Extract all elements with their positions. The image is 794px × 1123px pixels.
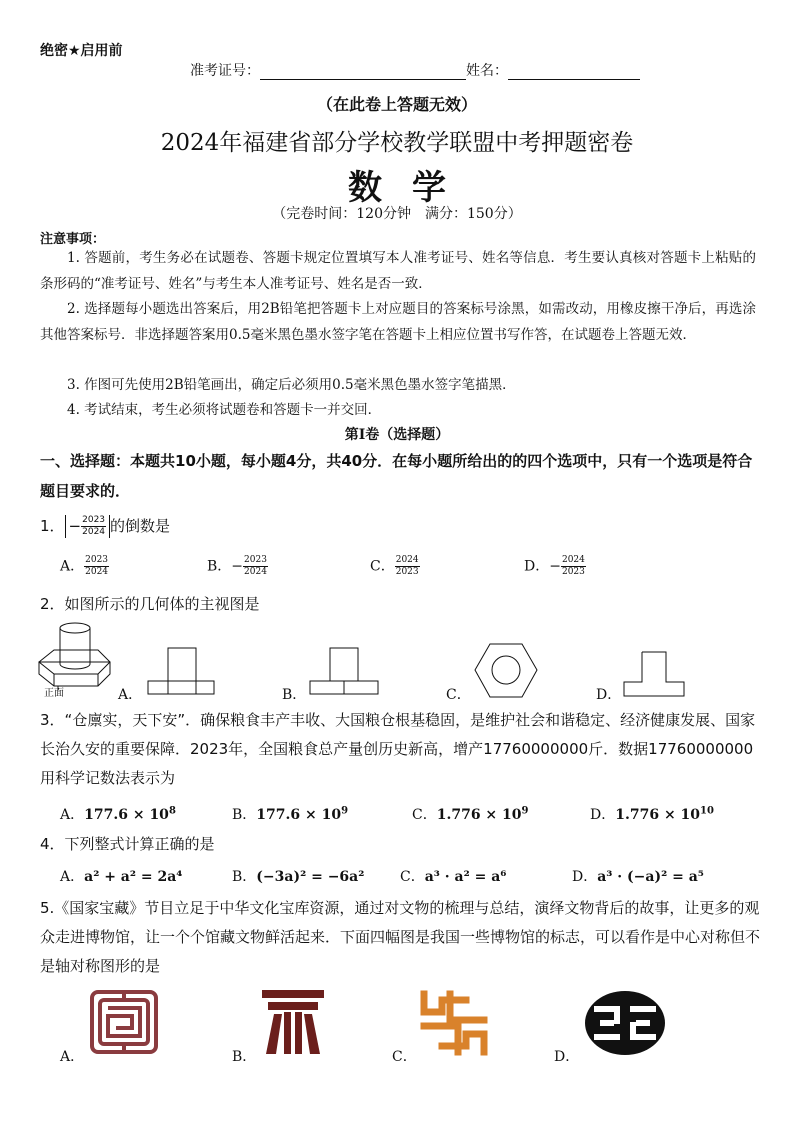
notice-item-4: 4. 考试结束，考生必须将试题卷和答题卡一并交回． xyxy=(67,402,382,418)
option-expr: (−3a)² = −6a² xyxy=(256,869,365,885)
q1-frac-den: 2024 xyxy=(82,527,106,537)
q3-option-d[interactable] xyxy=(590,804,714,824)
question-5: 5.《国家宝藏》节目立足于中华文化宝库资源，通过对文物的梳理与总结，演绎文物背后的故事，让更多的观众走进博物馆，让一个个馆藏文物鲜活起来．下面四幅图是我国一些博物馆的标志，可以看作是中心对称但不是轴对称图形的是 xyxy=(40,899,761,975)
frac-den: 2023 xyxy=(561,567,585,577)
q2-option-c-label[interactable]: C． xyxy=(446,687,471,703)
question-1 xyxy=(40,512,760,541)
frac-num: 2023 xyxy=(244,555,267,565)
option-fraction xyxy=(395,555,420,578)
q2-option-a-figure[interactable] xyxy=(148,648,216,696)
museum-logo-d[interactable] xyxy=(584,990,666,1056)
q1-option-c[interactable] xyxy=(370,555,420,578)
option-letter: C． xyxy=(370,558,395,575)
exam-title: 2024年福建省部分学校教学联盟中考押题密卷 xyxy=(160,130,634,156)
option-letter: D． xyxy=(572,869,598,885)
exam-number-blank[interactable] xyxy=(260,64,466,80)
q3-option-c[interactable] xyxy=(412,804,529,824)
front-label: 正面 xyxy=(44,688,64,699)
q5-option-d-label[interactable]: D． xyxy=(554,1049,580,1065)
museum-logo-a[interactable] xyxy=(88,988,160,1056)
name-blank[interactable] xyxy=(508,64,640,80)
invalid-note: （在此卷上答题无效） xyxy=(316,95,477,114)
q1-option-d[interactable] xyxy=(524,555,586,578)
frac-den: 2024 xyxy=(244,567,267,577)
notice-item-2: 2. 选择题每小题选出答案后，用2B铅笔把答题卡上对应题目的答案标号涂黑，如需改动，用橡皮擦干净后，再选涂其他答案标号．非选择题答案用0.5毫米黑色墨水签字笔在答题卡上相应位置书写作答，在试题卷上答题无效． xyxy=(40,301,756,343)
time-info: （完卷时间：120分钟 满分：150分） xyxy=(272,206,522,222)
logo-c-strokes xyxy=(424,994,484,1052)
frac-num: 2024 xyxy=(561,555,585,565)
option-base: 1.776 × 10 xyxy=(615,807,701,823)
logo-d-ellipse xyxy=(585,991,665,1055)
logo-b-shapes xyxy=(262,990,324,1054)
q3-option-b[interactable] xyxy=(232,804,348,824)
q1-fraction xyxy=(81,515,106,538)
option-letter: C． xyxy=(412,807,437,823)
q2-option-b-figure[interactable] xyxy=(310,648,380,696)
part1-title: 第Ⅰ卷（选择题） xyxy=(344,427,450,443)
frac-num: 2023 xyxy=(85,555,109,565)
secret-label: 绝密★启用前 xyxy=(40,43,123,59)
logo-a-strokes xyxy=(92,992,156,1052)
exam-info-line xyxy=(190,60,640,80)
q2-option-d-figure[interactable] xyxy=(624,652,686,698)
name-label: 姓名： xyxy=(466,63,508,79)
option-expr: a³ · a² = a⁶ xyxy=(424,869,507,885)
q1-option-b[interactable] xyxy=(207,555,268,578)
q4-option-a[interactable] xyxy=(60,866,182,886)
option-expr: a³ · (−a)² = a⁵ xyxy=(597,869,704,885)
option-letter: B． xyxy=(232,869,257,885)
q3-option-a[interactable] xyxy=(60,804,176,824)
option-letter: A． xyxy=(60,807,85,823)
option-exp: 10 xyxy=(700,805,714,817)
museum-logo-b[interactable] xyxy=(262,990,326,1056)
option-letter: B． xyxy=(232,807,257,823)
q1-text: 的倒数是 xyxy=(110,517,171,535)
option-expr: a² + a² = 2a⁴ xyxy=(84,869,183,885)
frac-den: 2023 xyxy=(395,567,419,577)
q2-option-c-figure[interactable] xyxy=(474,643,538,699)
q2-option-b-label[interactable]: B． xyxy=(282,687,307,703)
option-exp: 9 xyxy=(521,805,529,817)
option-base: 177.6 × 10 xyxy=(84,807,169,823)
option-letter: D． xyxy=(590,807,616,823)
option-letter: B． xyxy=(207,558,232,575)
q1-abs-expression xyxy=(65,515,110,538)
museum-logo-c[interactable] xyxy=(420,990,488,1056)
option-letter: A． xyxy=(60,869,85,885)
option-sign: − xyxy=(231,558,244,575)
notice-heading: 注意事项： xyxy=(40,232,106,247)
q1-number: 1． xyxy=(40,517,65,535)
question-2: 2．如图所示的几何体的主视图是 xyxy=(40,595,260,613)
option-letter: D． xyxy=(524,558,550,575)
q5-option-a-label[interactable]: A． xyxy=(60,1049,85,1065)
q4-option-c[interactable] xyxy=(400,866,506,886)
option-base: 177.6 × 10 xyxy=(256,807,342,823)
q5-option-b-label[interactable]: B． xyxy=(232,1049,257,1065)
option-exp: 9 xyxy=(341,805,349,817)
option-letter: A． xyxy=(60,558,85,575)
subject-title: 数学 xyxy=(348,168,476,208)
notice-item-1: 1. 答题前，考生务必在试题卷、答题卡规定位置填写本人准考证号、姓名等信息．考生要认真核对答题卡上粘贴的条形码的“准考证号、姓名”与考生本人准考证号、姓名是否一致． xyxy=(40,250,756,292)
q5-option-c-label[interactable]: C． xyxy=(392,1049,417,1065)
option-exp: 8 xyxy=(168,805,176,817)
question-4: 4．下列整式计算正确的是 xyxy=(40,835,215,853)
option-fraction xyxy=(84,555,109,578)
option-fraction xyxy=(243,555,268,578)
option-letter: C． xyxy=(400,869,425,885)
q4-option-b[interactable] xyxy=(232,866,364,886)
question-3: 3．“仓廪实，天下安”．确保粮食丰产丰收、大国粮仓根基稳固，是维护社会和谐稳定、经济健康发展、国家长治久安的重要保障．2023年，全国粮食总产量创历史新高，增产17760000000斤．数据17760000000用科学记数法表示为 xyxy=(40,711,756,787)
section1-heading: 一、选择题：本题共10小题，每小题4分，共40分．在每小题所给出的的四个选项中，只有一个选项是符合题目要求的． xyxy=(40,452,753,500)
frac-den: 2024 xyxy=(85,567,109,577)
q2-option-d-label[interactable]: D． xyxy=(596,687,622,703)
option-fraction xyxy=(561,555,586,578)
q2-option-a-label[interactable]: A． xyxy=(118,687,143,703)
q1-option-a[interactable] xyxy=(60,555,109,578)
q1-minus: − xyxy=(68,517,82,535)
option-sign: − xyxy=(549,558,561,575)
q1-frac-num: 2023 xyxy=(82,515,106,525)
notice-item-3: 3. 作图可先使用2B铅笔画出，确定后必须用0.5毫米黑色墨水签字笔描黑． xyxy=(67,377,516,393)
frac-num: 2024 xyxy=(395,555,419,565)
q4-option-d[interactable] xyxy=(572,866,704,886)
option-base: 1.776 × 10 xyxy=(436,807,522,823)
exam-number-label: 准考证号： xyxy=(190,63,260,79)
